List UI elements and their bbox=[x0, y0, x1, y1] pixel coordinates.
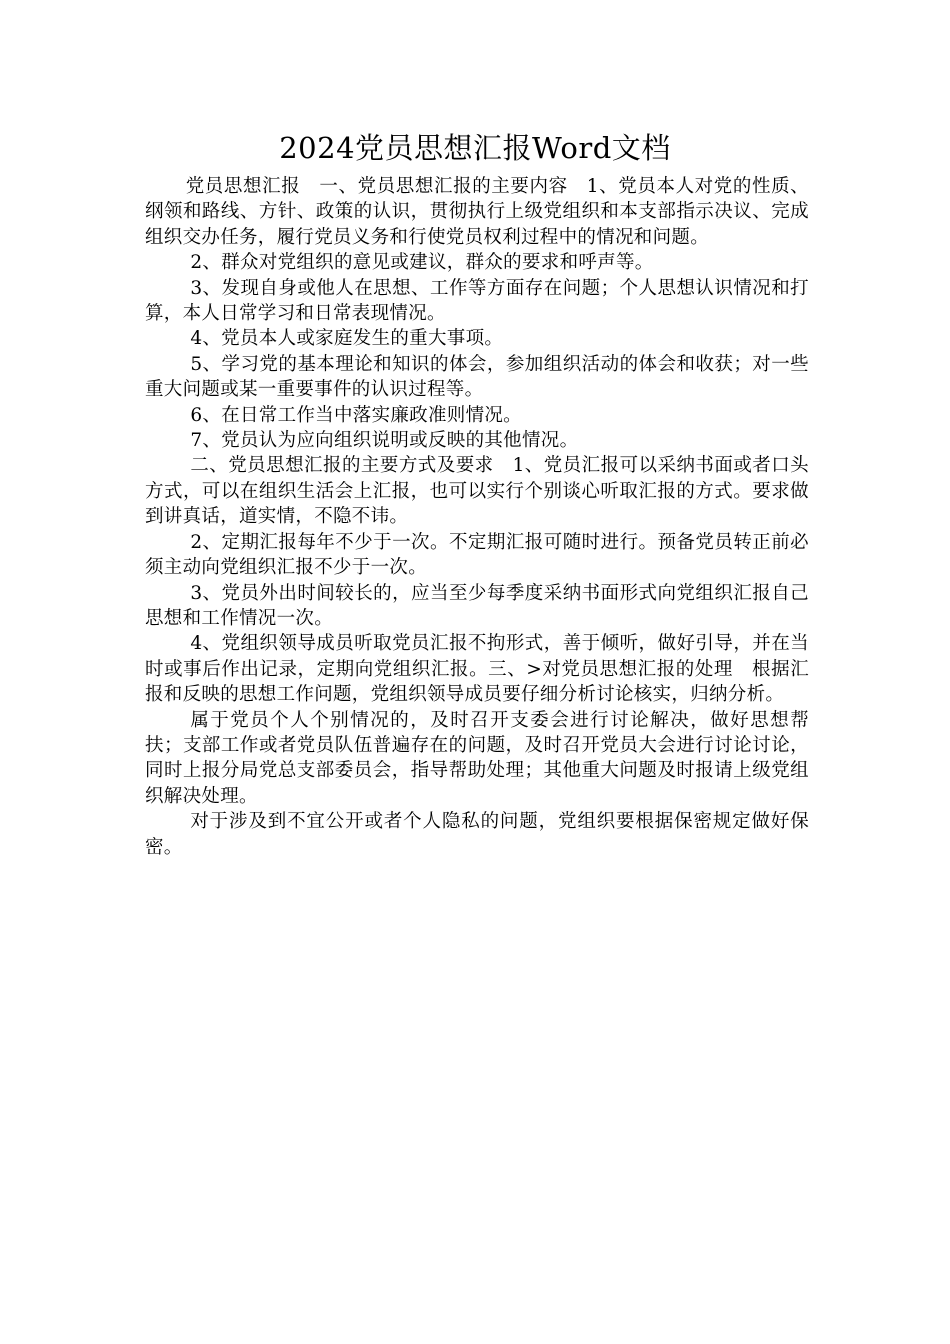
paragraph-3: 3、发现自身或他人在思想、工作等方面存在问题；个人思想认识情况和打算，本人日常学习和日常表现情况。 bbox=[145, 277, 809, 325]
document-body bbox=[145, 174, 809, 860]
paragraph-6: 6、在日常工作当中落实廉政准则情况。 bbox=[190, 404, 522, 426]
paragraph-8: 二、党员思想汇报的主要方式及要求 1、党员汇报可以采纳书面或者口头方式，可以在组织生活会上汇报，也可以实行个别谈心听取汇报的方式。要求做到讲真话，道实情，不隐不讳。 bbox=[145, 455, 809, 528]
paragraph-10: 3、党员外出时间较长的，应当至少每季度采纳书面形式向党组织汇报自己思想和工作情况一次。 bbox=[145, 582, 809, 629]
paragraph-2: 2、群众对党组织的意见或建议，群众的要求和呼声等。 bbox=[190, 252, 654, 274]
paragraph-4: 4、党员本人或家庭发生的重大事项。 bbox=[190, 328, 504, 350]
paragraph-5: 5、学习党的基本理论和知识的体会，参加组织活动的体会和收获；对一些重大问题或某一重要事件的认识过程等。 bbox=[145, 353, 809, 401]
paragraph-7: 7、党员认为应向组织说明或反映的其他情况。 bbox=[190, 430, 579, 452]
paragraph-12: 属于党员个人个别情况的，及时召开支委会进行讨论解决，做好思想帮扶；支部工作或者党员队伍普遍存在的问题，及时召开党员大会进行讨论讨论，同时上报分局党总支部委员会，指导帮助处理；其他重大问题及时报请上级党组织解决处理。 bbox=[145, 709, 809, 807]
paragraph-11: 4、党组织领导成员听取党员汇报不拘形式，善于倾听，做好引导，并在当时或事后作出记录，定期向党组织汇报。三、>对党员思想汇报的处理 根据汇报和反映的思想工作问题，党组织领导成员要仔细分析讨论核实，归纳分析。 bbox=[145, 633, 809, 706]
paragraph-1: 党员思想汇报 一、党员思想汇报的主要内容 1、党员本人对党的性质、纲领和路线、方针、政策的认识，贯彻执行上级党组织和本支部指示决议、完成组织交办任务，履行党员义务和行使党员权利过程中的情况和问题。 bbox=[145, 176, 809, 248]
paragraph-13: 对于涉及到不宜公开或者个人隐私的问题，党组织要根据保密规定做好保密。 bbox=[145, 811, 809, 858]
document-title: 2024党员思想汇报Word文档 bbox=[279, 131, 671, 165]
paragraph-9: 2、定期汇报每年不少于一次。不定期汇报可随时进行。预备党员转正前必须主动向党组织汇报不少于一次。 bbox=[145, 531, 809, 579]
